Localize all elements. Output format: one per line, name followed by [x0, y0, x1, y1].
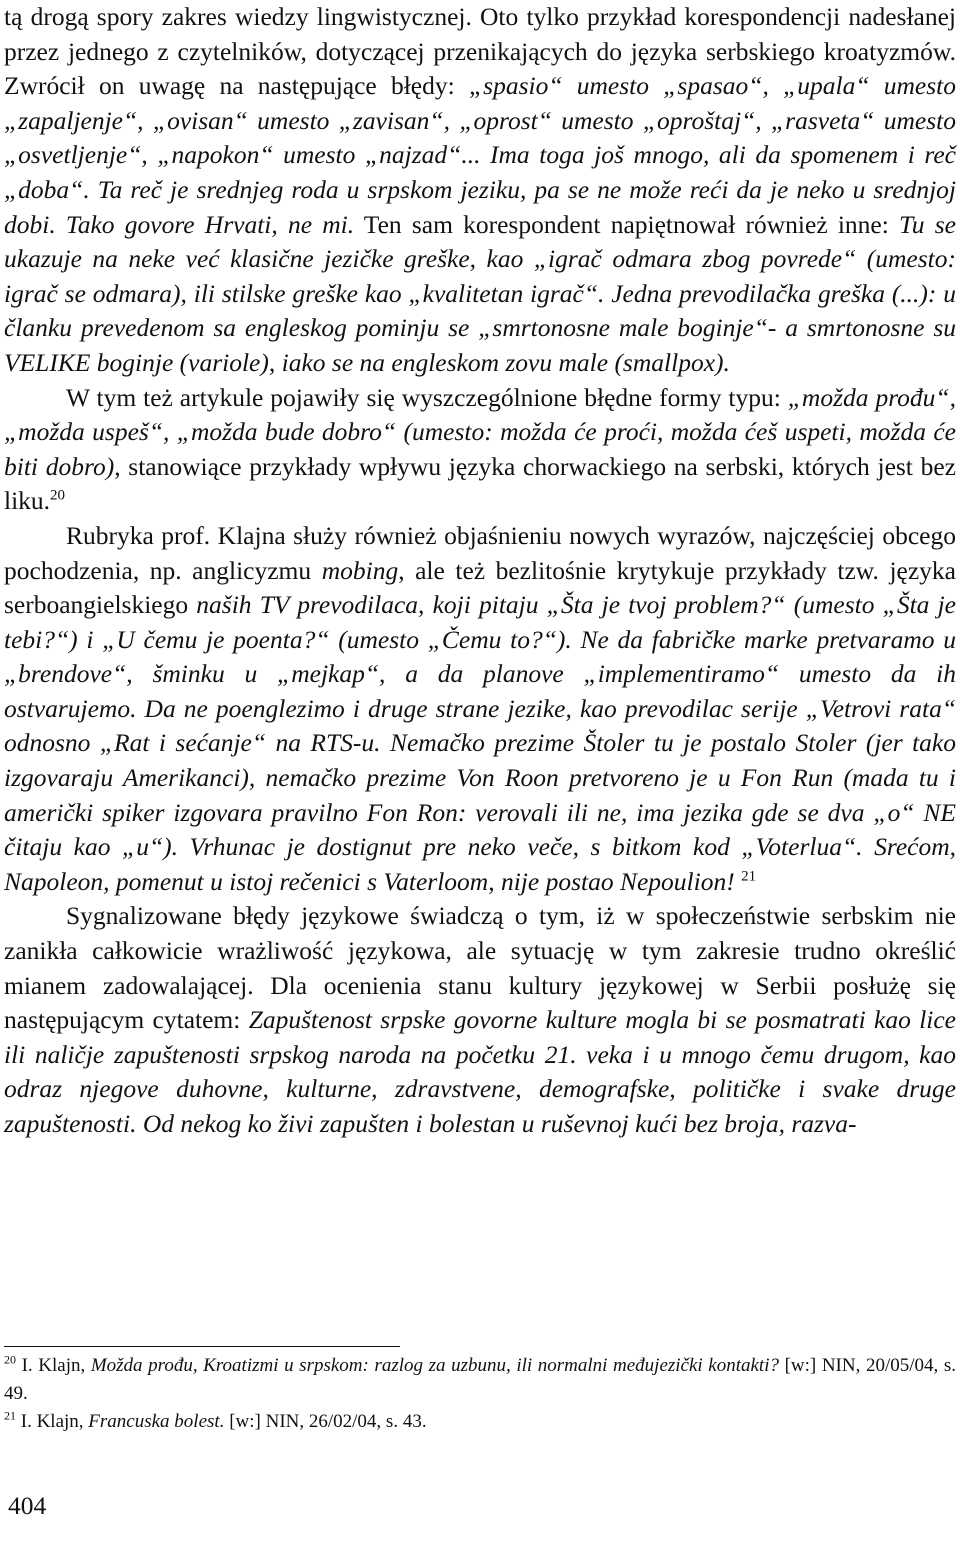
italic-text: „spasio“ umesto „spasao“, „upala“ umesto „zapaljenje“, „ovisan“ umesto „zavisan“, „oprost“ umesto „oproštaj“, „rasveta“ umesto „osvetljenje“, „napokon“ umesto „najzad“... Ima toga još mnogo, ali da spomenem i reč „doba“. Ta reč je srednjeg roda u srpskom jeziku, pa se ne može reći da je neko u srednjoj dobi. Tako govore Hrvati, ne mi. — [4, 71, 956, 239]
text-run: W tym też artykule pojawiły się wyszczególnione błędne formy typu: — [66, 382, 788, 412]
text-run: , stanowiące przykłady wpływu języka chorwackiego na serbski, których jest bez liku. — [4, 451, 956, 516]
footnote — [4, 1352, 956, 1408]
text-run: Ten sam korespondent napiętnował również inne: — [354, 209, 900, 239]
text-run: , ale też bezlitośnie krytykuje przykłady tzw. języka serboangielskiego — [4, 555, 956, 620]
text-run: I. Klajn, — [16, 1411, 89, 1432]
italic-text: Francuska bolest. — [88, 1411, 225, 1432]
text-run: Sygnalizowane błędy językowe świadczą o tym, iż w społeczeństwie serbskim nie zanikła całkowicie wrażliwość językowa, ale sytuację w tym zakresie trudno określić mianem zadowalającej. Dla ocenienia stanu kultury językowej w Serbii posłużę się następującym cytatem: — [4, 901, 956, 1035]
text-run: I. Klajn, — [16, 1355, 91, 1376]
paragraph — [4, 519, 956, 900]
paragraph — [4, 0, 956, 381]
italic-text: naših TV prevodilaca, koji pitaju „Šta je tvoj problem?“ (umesto „Šta je tebi?“) i „U čemu je poenta?“ (umesto „Čemu to?“). Ne da fabričke marke pretvaramo u „brendove“, šminku u „mejkap“, a da planove „implementiramo“ umesto da ih ostvarujemo. Da ne poenglezimo i druge strane jezike, kao prevodilac serije „Vetrovi rata“ odnosno „Rat i sećanje“ na RTS-u. Nemačko prezime Štoler tu je postalo Stoler (jer tako izgovaraju Amerikanci), nemačko prezime Von Roon pretvoreno je u Fon Run (mada tu i američki spiker izgovara pravilno Fon Ron: verovali ili ne, ima jezika gde se dva „o“ NE čitaju kao „u“). Vrhunac je dostignut pre neko veče, s bitkom kod „Voterlua“. Srećom, Napoleon, pomenut u istoj rečenici s Vaterloom, nije postao Nepoulion! — [4, 590, 956, 896]
footnote-ref: 21 — [741, 868, 757, 885]
italic-text: Zapuštenost srpske govorne kulture mogla bi se posmatrati kao lice ili naličje zapuštenosti srpskog naroda na početku 21. veka i u mnogo čemu drugom, kao odraz njegove duhovne, kulturne, zdravstvene, demografske, političke i svake druge zapuštenosti. Od nekog ko živi zapušten i bolestan u ruševnoj kući bez broja, razva- — [4, 1005, 957, 1138]
text-run: [w:] NIN, 26/02/04, s. 43. — [224, 1411, 427, 1432]
footnote — [4, 1408, 956, 1436]
footnote-ref: 20 — [4, 1352, 16, 1367]
footnote-ref: 21 — [4, 1408, 16, 1423]
italic-text: Tu se ukazuje na neke već klasične jezičke greške, kao „igrač odmara zbog povrede“ (umesto: igrač se odmara), ili stilske greške kao „kvalitetan igrač“. Jedna prevodilačka greška (...): u članku prevedenom sa engleskog pominju se „smrtonosne male boginje“- a smrtonosne su VELIKE boginje (variole), iako se na engleskom zovu male (smallpox). — [4, 209, 956, 377]
footnote-separator — [4, 1346, 400, 1347]
text-run: tą drogą spory zakres wiedzy lingwistycznej. Oto tylko przykład korespondencji nadesłanej przez jednego z czytelników, dotyczącej przenikających do języka serbskiego kroatyzmów. Zwrócił on uwagę na następujące błędy: — [4, 2, 956, 101]
italic-text: mobing — [321, 555, 399, 585]
paragraph — [4, 899, 956, 1141]
document-page — [4, 0, 956, 1551]
page-number: 404 — [8, 1491, 47, 1520]
paragraph — [4, 381, 956, 519]
footnotes — [4, 1352, 956, 1436]
footnote-ref: 20 — [50, 487, 66, 504]
body-text — [4, 0, 956, 1142]
italic-text: „možda prođu“, „možda uspeš“, „možda bude dobro“ (umesto: možda će proći, možda ćeš uspeti, možda će biti dobro) — [4, 382, 956, 481]
text-run: [w:] NIN, 20/05/04, s. 49. — [4, 1355, 956, 1404]
text-run: Rubryka prof. Klajna służy również objaśnieniu nowych wyrazów, najczęściej obcego pochodzenia, np. anglicyzmu — [4, 520, 956, 585]
italic-text: Možda prođu, Kroatizmi u srpskom: razlog za uzbunu, ili normalni međujezički kontakti? — [90, 1355, 779, 1376]
